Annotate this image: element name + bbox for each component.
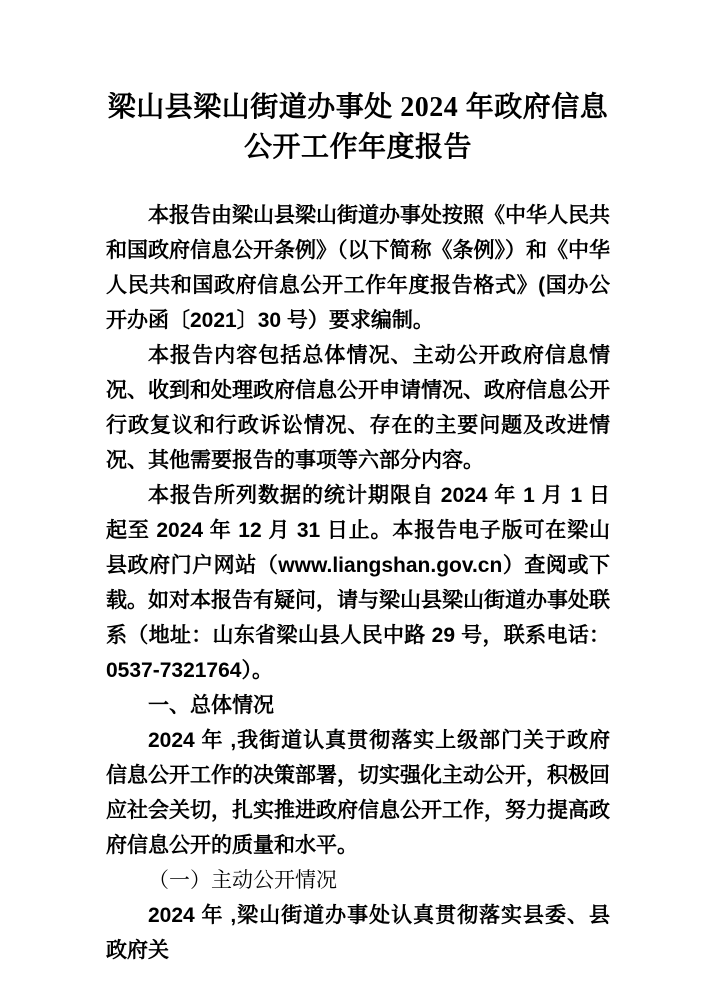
document-title xyxy=(106,88,610,168)
section-heading-overall-situation: 一、总体情况 xyxy=(148,694,274,717)
paragraph-overall-situation: 2024 年 ,我街道认真贯彻落实上级部门关于政府信息公开工作的决策部署，切实强化主动公开，积极回应社会关切，扎实推进政府信息公开工作，努力提高政府信息公开的质量和水平。 xyxy=(106,729,610,857)
paragraph-statistics-period-contact: 本报告所列数据的统计期限自 2024 年 1 月 1 日起至 2024 年 12 月 31 日止。本报告电子版可在梁山县政府门户网站（www.liangshan.gov.cn）查阅或下载。如对本报告有疑问，请与梁山县梁山街道办事处联系（地址：山东省梁山县人民中路 29 号，联系电话：0537-7321764）。 xyxy=(106,484,610,682)
document-body xyxy=(106,198,610,968)
document-title-line-2: 公开工作年度报告 xyxy=(243,132,472,163)
paragraph-proactive-disclosure-truncated: 2024 年 ,梁山街道办事处认真贯彻落实县委、县政府关 xyxy=(106,904,610,962)
paragraph-compilation-basis: 本报告由梁山县梁山街道办事处按照《中华人民共和国政府信息公开条例》（以下简称《条例》）和《中华人民共和国政府信息公开工作年度报告格式》(国办公开办函〔2021〕30 号）要求编制。 xyxy=(106,204,610,332)
subsection-heading-proactive-disclosure: （一）主动公开情况 xyxy=(148,868,337,892)
document-title-line-1: 梁山县梁山街道办事处 2024 年政府信息 xyxy=(107,92,609,123)
paragraph-report-contents: 本报告内容包括总体情况、主动公开政府信息情况、收到和处理政府信息公开申请情况、政府信息公开行政复议和行政诉讼情况、存在的主要问题及改进情况、其他需要报告的事项等六部分内容。 xyxy=(106,344,610,472)
